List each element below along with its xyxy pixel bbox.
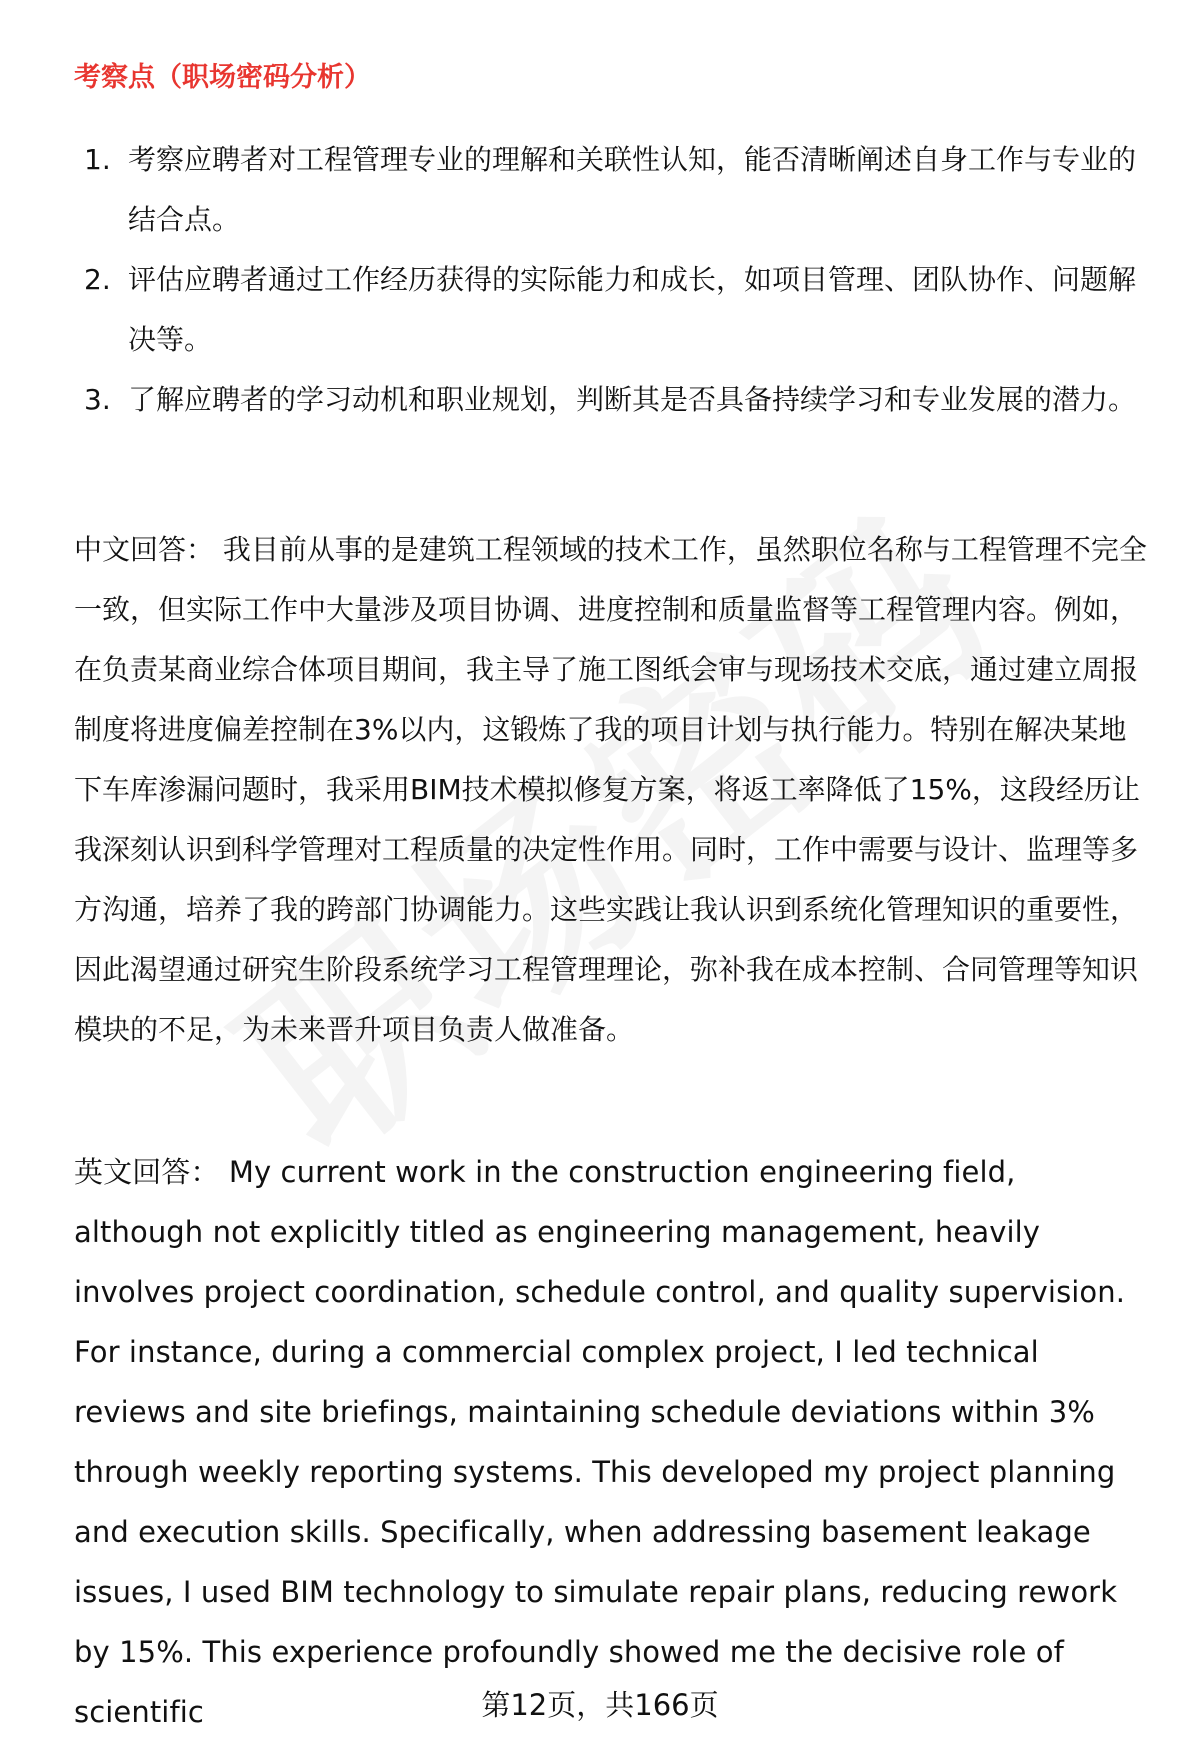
point-text: 了解应聘者的学习动机和职业规划，判断其是否具备持续学习和专业发展的潜力。: [128, 383, 1137, 416]
point-text: 评估应聘者通过工作经历获得的实际能力和成长，如项目管理、团队协作、问题解决等。: [128, 263, 1137, 356]
english-answer-text: My current work in the construction engineering field, although not explicitly titled as engineering management, heavily involves project coordination, schedule control, and quality supervision. For instance, during a commercial complex project, I led technical reviews and site briefings, maintaining schedule deviations within 3% through weekly reporting systems. This developed my project planning and execution skills. Specifically, when addressing basement leakage issues, I used BIM technology to simulate repair plans, reducing rework by 15%. This experience profoundly showed me the decisive role of scientific: [74, 1155, 1126, 1729]
page-number-footer: 第12页，共166页: [481, 1688, 719, 1722]
point-number: 2.: [84, 263, 111, 296]
chinese-answer-text: 我目前从事的是建筑工程领域的技术工作，虽然职位名称与工程管理不完全一致，但实际工作中大量涉及项目协调、进度控制和质量监督等工程管理内容。例如，在负责某商业综合体项目期间，我主导了施工图纸会审与现场技术交底，通过建立周报制度将进度偏差控制在3%以内，这锻炼了我的项目计划与执行能力。特别在解决某地下车库渗漏问题时，我采用BIM技术模拟修复方案，将返工率降低了15%，这段经历让我深刻认识到科学管理对工程质量的决定性作用。同时，工作中需要与设计、监理等多方沟通，培养了我的跨部门协调能力。这些实践让我认识到系统化管理知识的重要性，因此渴望通过研究生阶段系统学习工程管理理论，弥补我在成本控制、合同管理等知识模块的不足，为未来晋升项目负责人做准备。: [74, 533, 1147, 1046]
chinese-answer-label: 中文回答：: [74, 533, 215, 566]
section-title: 考察点（职场密码分析）: [74, 62, 371, 93]
point-number: 1.: [84, 143, 111, 176]
assessment-point-2: [74, 250, 1154, 370]
chinese-answer-paragraph: [74, 520, 1154, 1060]
english-answer-label: 英文回答：: [74, 1155, 220, 1189]
assessment-point-3: [74, 370, 1154, 430]
assessment-points-list: [74, 130, 1154, 430]
assessment-point-1: [74, 130, 1154, 250]
point-number: 3.: [84, 383, 111, 416]
english-answer-paragraph: [74, 1142, 1154, 1742]
point-text: 考察应聘者对工程管理专业的理解和关联性认知，能否清晰阐述自身工作与专业的结合点。: [128, 143, 1137, 236]
